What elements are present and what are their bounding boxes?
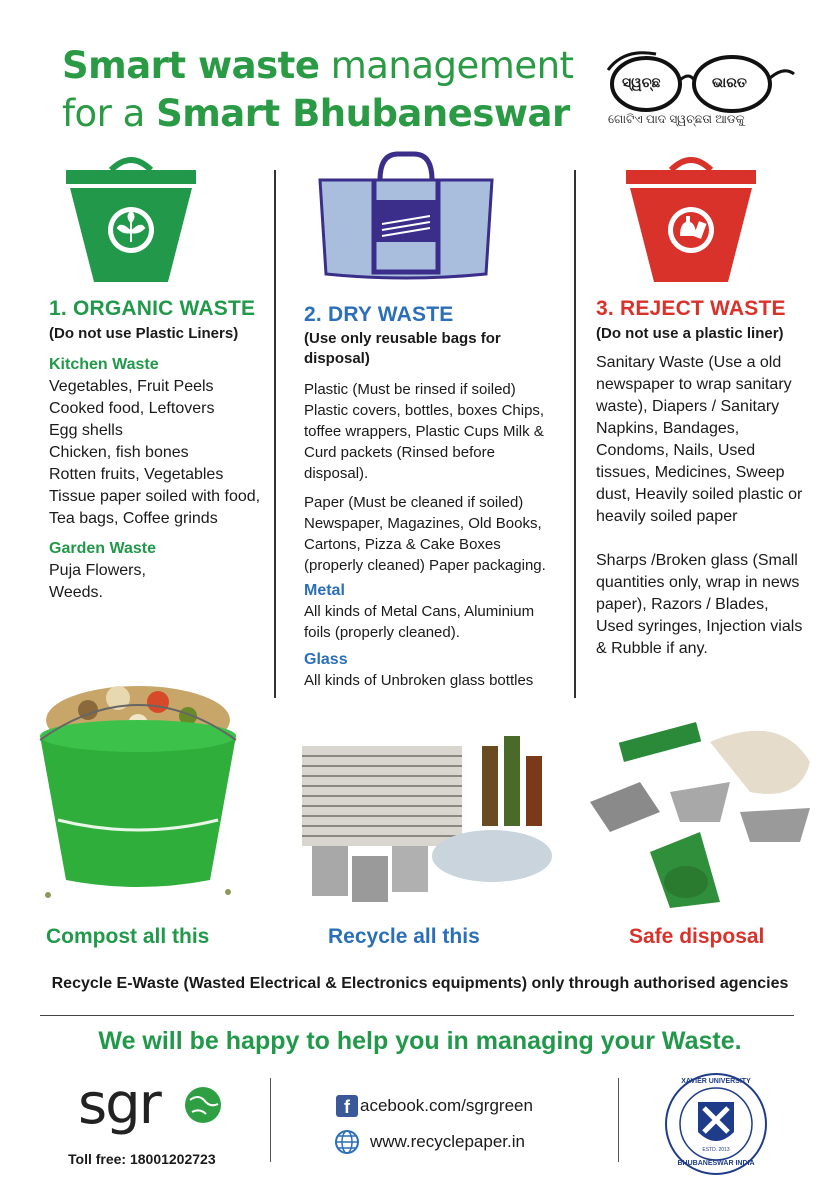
footer-divider	[40, 1015, 794, 1016]
column-divider	[574, 170, 576, 698]
organic-heading: 1. ORGANIC WASTE	[49, 297, 256, 320]
sharps-paragraph: Sharps /Broken glass (Small quantities only, wrap in news paper), Razors / Blades, Used syringes, Injection vials & Rubble if any.	[596, 552, 803, 657]
facebook-link[interactable]	[336, 1095, 533, 1117]
list-item: Cooked food, Leftovers	[49, 400, 215, 417]
list-item: Tissue paper soiled with food,	[49, 488, 261, 505]
website-link[interactable]	[334, 1129, 525, 1155]
paper-paragraph: Paper (Must be cleaned if soiled) Newspaper, Magazines, Old Books, Cartons, Pizza & Cake Boxes (properly cleaned) Paper packaging.	[304, 494, 546, 574]
recycle-tagline: Recycle all this	[328, 925, 480, 948]
facebook-url: acebook.com/sgrgreen	[360, 1096, 533, 1115]
footer-column-divider	[618, 1078, 619, 1162]
logo-tagline: ଗୋଟିଏ ପାଦ ସ୍ୱଚ୍ଛତା ଆଡକୁ	[608, 112, 745, 126]
list-item: Egg shells	[49, 422, 123, 439]
swachh-bharat-logo	[604, 44, 804, 134]
reject-bin-icon	[626, 150, 756, 290]
metal-label: Metal	[304, 582, 345, 599]
list-item: Puja Flowers,	[49, 562, 146, 579]
garden-waste-label: Garden Waste	[49, 540, 156, 557]
facebook-icon: f	[336, 1095, 358, 1117]
list-item: Weeds.	[49, 584, 103, 601]
globe-icon	[334, 1129, 360, 1155]
metal-paragraph: All kinds of Metal Cans, Aluminium foils (properly cleaned).	[304, 603, 535, 641]
glass-paragraph: All kinds of Unbroken glass bottles	[304, 672, 534, 689]
seal-estd-text: ESTD. 2013	[702, 1147, 730, 1153]
broken-glass-illustration	[580, 712, 830, 917]
glass-label: Glass	[304, 651, 348, 668]
kitchen-waste-label: Kitchen Waste	[49, 356, 159, 373]
sgr-logo	[70, 1072, 240, 1142]
dry-subheading: (Use only reusable bags for disposal)	[304, 330, 501, 367]
reject-subheading: (Do not use a plastic liner)	[596, 325, 784, 342]
footer-column-divider	[270, 1078, 271, 1162]
organic-waste-column	[49, 298, 271, 604]
toll-free-number: Toll free: 18001202723	[68, 1151, 216, 1167]
reject-waste-column	[596, 298, 804, 660]
help-message: We will be happy to help you in managing your Waste.	[98, 1027, 742, 1055]
list-item: Tea bags, Coffee grinds	[49, 510, 218, 527]
compost-tagline: Compost all this	[46, 925, 210, 948]
logo-word-left: ସ୍ୱଚ୍ଛ	[622, 74, 661, 90]
organic-bin-icon	[66, 150, 196, 290]
plastic-paragraph: Plastic (Must be rinsed if soiled) Plastic covers, bottles, boxes Chips, toffee wrappers, Plastic Cups Milk & Curd packets (Rinsed before disposal).	[304, 381, 545, 482]
seal-bottom-text: BHUBANESWAR INDIA	[677, 1160, 755, 1167]
organic-subheading: (Do not use Plastic Liners)	[49, 325, 239, 342]
column-divider	[274, 170, 276, 698]
dry-waste-bag-icon	[318, 150, 494, 289]
sgr-logo-text: sgr	[78, 1072, 160, 1137]
logo-word-right: ଭାରତ	[712, 74, 747, 90]
list-item: Vegetables, Fruit Peels	[49, 378, 214, 395]
list-item: Chicken, fish bones	[49, 444, 189, 461]
page-title: Smart waste management for a Smart Bhubaneswar	[62, 44, 574, 135]
globe-leaf-icon	[182, 1084, 224, 1126]
xavier-university-seal	[664, 1072, 768, 1176]
reject-heading: 3. REJECT WASTE	[596, 297, 786, 320]
sanitary-paragraph: Sanitary Waste (Use a old newspaper to wrap sanitary waste), Diapers / Sanitary Napkins, Bandages, Condoms, Nails, Used tissues, Medicines, Sweep dust, Heavily soiled plastic or heavily soiled paper	[596, 354, 803, 525]
website-url: www.recyclepaper.in	[370, 1132, 525, 1151]
dry-waste-column	[304, 304, 556, 691]
recyclables-illustration	[292, 706, 562, 921]
list-item: Rotten fruits, Vegetables	[49, 466, 224, 483]
seal-top-text: XAVIER UNIVERSITY	[681, 1078, 751, 1085]
ewaste-note: Recycle E-Waste (Wasted Electrical & Electronics equipments) only through authorised agencies	[51, 975, 789, 992]
safe-disposal-tagline: Safe disposal	[629, 925, 765, 948]
dry-heading: 2. DRY WASTE	[304, 303, 454, 326]
compost-bucket-illustration	[18, 680, 258, 915]
